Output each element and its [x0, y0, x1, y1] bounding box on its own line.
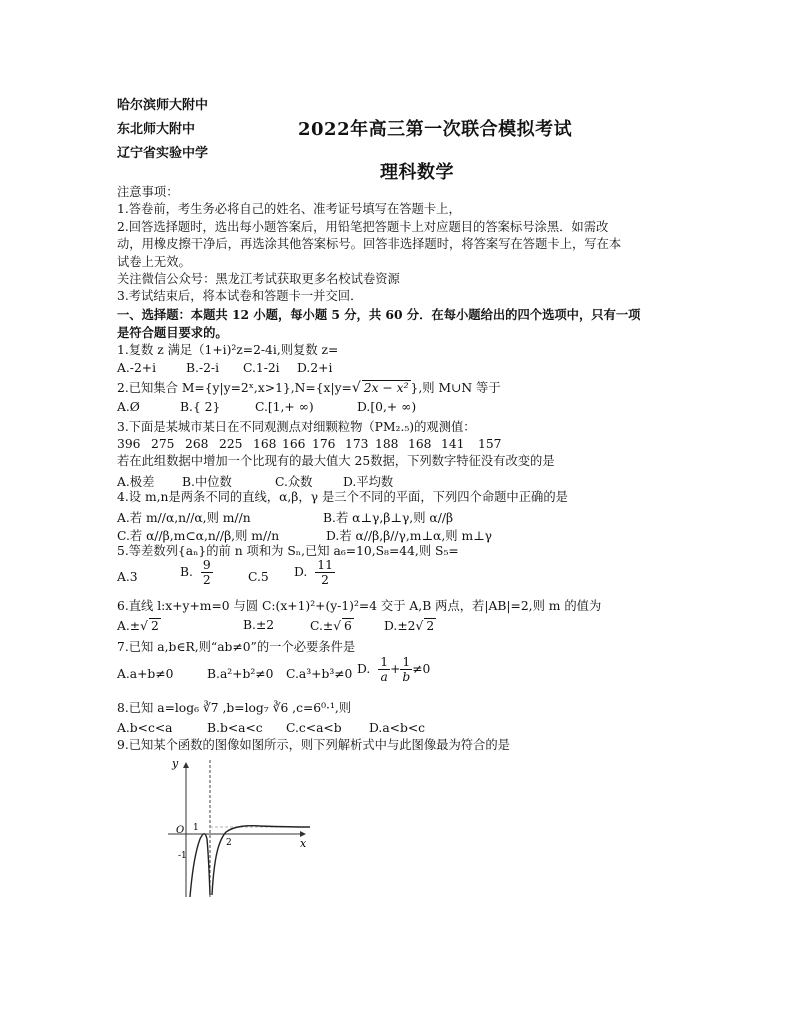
exam-subject: 理科数学: [380, 162, 454, 183]
q5-option-b-label: B.: [180, 565, 193, 579]
q6-option-d: [384, 618, 436, 633]
q5-option-a: A.3: [117, 570, 138, 584]
q7-option-d: [357, 655, 430, 684]
note-2b: 动，用橡皮擦干净后，再选涂其他答案标号。回答非选择题时，将答案写在答题卡上，写在本: [117, 237, 622, 251]
q3-value: 275: [151, 437, 175, 451]
q2-option-a: A.Ø: [117, 400, 140, 414]
q7-denominator-a: a: [380, 670, 388, 684]
q5-d-denominator: 2: [321, 573, 329, 587]
q3-value: 141: [441, 437, 465, 451]
q5-d-numerator: 11: [317, 558, 333, 572]
q3-option-d: D.平均数: [343, 475, 394, 489]
school-name-2: 东北师大附中: [117, 122, 196, 137]
q4-option-a: A.若 m//α,n//α,则 m//n: [117, 511, 251, 525]
function-graph: [160, 755, 320, 905]
note-2a: 2.回答选择题时，选出每小题答案后，用铅笔把答题卡上对应题目的答案标号涂黑．如需改: [117, 220, 609, 234]
note-3: 3.考试结束后，将本试卷和答题卡一并交回．: [117, 289, 363, 303]
x-axis-label: x: [300, 837, 307, 850]
q8-option-c: C.c<a<b: [286, 721, 342, 735]
q8-stem: 8.已知 a=log₆ ∛7 ,b=log₇ ∛6 ,c=6⁰·¹,则: [117, 701, 352, 715]
q3-option-c: C.众数: [275, 475, 313, 489]
q6-option-a: [117, 618, 161, 633]
school-name-1: 哈尔滨师大附中: [117, 98, 209, 113]
promo-line: 关注微信公众号：黑龙江考试获取更多名校试卷资源: [117, 272, 400, 286]
y-axis-label: y: [172, 757, 179, 770]
q5-b-denominator: 2: [202, 573, 211, 587]
q7-stem: 7.已知 a,b∈R,则“ab≠0”的一个必要条件是: [117, 640, 356, 654]
q7-not-zero: ≠0: [412, 662, 431, 676]
q3-value: 173: [345, 437, 369, 451]
curve-right-branch: [212, 826, 310, 895]
tick-label-2: 2: [226, 838, 232, 848]
q3-value: 268: [185, 437, 209, 451]
q4-option-c: C.若 α//β,m⊂α,n//β,则 m//n: [117, 529, 280, 543]
q7-option-b: B.a²+b²≠0: [207, 667, 274, 681]
q3-value: 168: [408, 437, 432, 451]
q2-option-d: D.[0,+ ∞): [357, 400, 417, 414]
q5-stem: 5.等差数列{aₙ}的前 n 项和为 Sₙ,已知 a₆=10,S₈=44,则 S₅=: [117, 544, 459, 558]
q3-value: 176: [312, 437, 336, 451]
curve-left-branch: [190, 834, 210, 897]
q3-value: 157: [478, 437, 502, 451]
sqrt-sign: √: [333, 619, 342, 633]
origin-label: O: [176, 825, 185, 836]
q3-value: 188: [375, 437, 399, 451]
q4-option-b: B.若 α⊥γ,β⊥γ,则 α//β: [323, 511, 454, 525]
exam-title: 2022年高三第一次联合模拟考试: [298, 119, 573, 140]
q2-stem: [117, 380, 501, 396]
q1-option-a: A.-2+i: [117, 361, 157, 375]
tick-label-1: 1: [193, 823, 199, 833]
q3-stem-2: 若在此组数据中增加一个比现有的最大值大 25数据，下列数字特征没有改变的是: [117, 454, 555, 468]
school-name-3: 辽宁省实验中学: [117, 146, 209, 161]
section-heading-2: 是符合题目要求的。: [117, 325, 228, 340]
sqrt-sign: √: [140, 619, 148, 633]
q3-value: 396: [117, 437, 141, 451]
section-heading-1: 一、选择题：本题共 12 小题，每小题 5 分，共 60 分．在每小题给出的四个选项中，只有一项: [117, 307, 641, 322]
q8-option-a: A.b<c<a: [117, 721, 173, 735]
q7-numerator: 1: [402, 655, 411, 669]
q5-option-b: [180, 558, 213, 587]
q7-fraction-b: [400, 655, 412, 684]
q5-option-c: C.5: [248, 570, 269, 584]
q2-stem-b: },则 M∪N 等于: [410, 381, 501, 395]
q7-denominator-b: b: [402, 670, 411, 684]
q3-value: 168: [253, 437, 277, 451]
q2-root: 2x − x²: [363, 381, 409, 395]
q7-option-a: A.a+b≠0: [117, 667, 174, 681]
q2-option-b: B.{ 2}: [180, 400, 221, 414]
q1-option-b: B.-2-i: [186, 361, 220, 375]
q5-option-d-label: D.: [294, 565, 308, 579]
q4-option-d: D.若 α//β,β//γ,m⊥α,则 m⊥γ: [326, 529, 493, 543]
q7-option-c: C.a³+b³≠0: [286, 667, 353, 681]
q7-option-d-label: D.: [357, 662, 371, 676]
q6-d-label: D.±2: [384, 619, 416, 633]
q7-numerator: 1: [380, 655, 389, 669]
q6-a-radicand: 2: [150, 619, 159, 633]
q6-a-label: A.±: [117, 619, 141, 633]
q8-option-d: D.a<b<c: [369, 721, 426, 735]
q7-plus: +: [390, 662, 401, 676]
q5-fraction-b: [201, 558, 213, 587]
sqrt-sign: √: [415, 619, 424, 633]
q6-option-b: B.±2: [243, 618, 275, 632]
q6-c-radicand: 6: [344, 619, 352, 633]
q8-option-b: B.b<a<c: [207, 721, 263, 735]
q3-value: 166: [282, 437, 306, 451]
note-1: 1.答卷前，考生务必将自己的姓名、准考证号填写在答题卡上，: [117, 202, 461, 216]
q3-option-a: A.极差: [117, 475, 155, 489]
q1-stem: 1.复数 z 满足（1+i)²z=2-4i,则复数 z=: [117, 343, 339, 357]
q7-fraction-a: [378, 655, 390, 684]
q6-stem: 6.直线 l:x+y+m=0 与圆 C:(x+1)²+(y-1)²=4 交于 A,B 两点，若|AB|=2,则 m 的值为: [117, 599, 602, 613]
notes-heading: 注意事项：: [117, 185, 179, 199]
q1-option-d: D.2+i: [297, 361, 333, 375]
q2-option-c: C.[1,+ ∞): [255, 400, 314, 414]
q1-option-c: C.1-2i: [243, 361, 280, 375]
q3-value: 225: [219, 437, 243, 451]
note-2c: 试卷上无效。: [117, 255, 191, 269]
q9-stem: 9.已知某个函数的图像如图所示，则下列解析式中与此图像最为符合的是: [117, 738, 510, 752]
q3-option-b: B.中位数: [182, 475, 232, 489]
q5-fraction-d: [315, 558, 335, 587]
q3-stem: 3.下面是某城市某日在不同观测点对细颗粒物（PM₂.₅)的观测值：: [117, 420, 476, 434]
q4-stem: 4.设 m,n是两条不同的直线，α,β，γ 是三个不同的平面，下列四个命题中正确的是: [117, 490, 568, 504]
q5-option-d: [294, 558, 335, 587]
q6-d-radicand: 2: [426, 619, 435, 633]
q5-b-numerator: 9: [202, 558, 211, 572]
tick-label-minus-1: -1: [178, 851, 187, 861]
q6-option-c: [310, 618, 354, 633]
q2-stem-a: 2.已知集合 M={y|y=2ˣ,x>1},N={x|y=: [117, 381, 352, 395]
q6-c-label: C.±: [310, 619, 334, 633]
sqrt-sign: √: [351, 380, 361, 396]
